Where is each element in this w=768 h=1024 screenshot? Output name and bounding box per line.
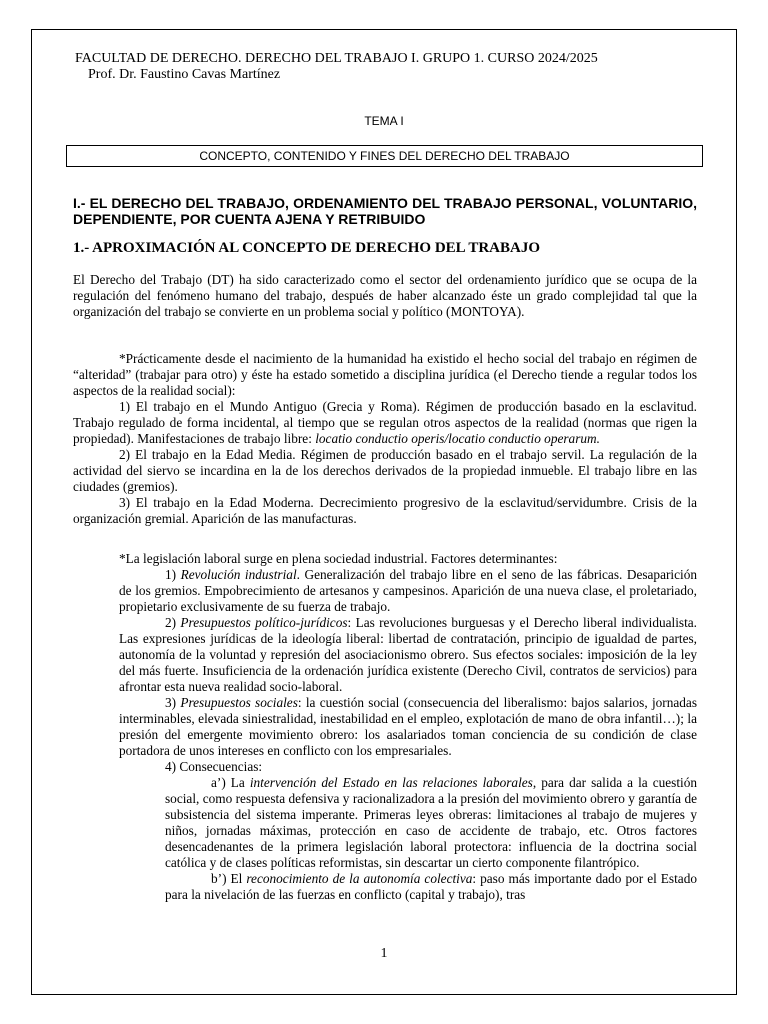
factors-block bbox=[73, 567, 697, 775]
intro-text: El Derecho del Trabajo (DT) ha sido caracterizado como el sector del ordenamiento jurídico que se ocupa de la regulación del fenómeno humano del trabajo, después de haber alcanzado éste un grado complejidad tal que la organización del trabajo se convierte en un problema social y político (MONTOYA). bbox=[73, 272, 697, 319]
consequences-block bbox=[73, 775, 697, 903]
legislation-lead: *La legislación laboral surge en plena sociedad industrial. Factores determinantes: bbox=[119, 551, 558, 566]
subsection-title: 1.- APROXIMACIÓN AL CONCEPTO DE DERECHO DEL TRABAJO bbox=[73, 240, 541, 256]
factor-2: 2) Presupuestos político-jurídicos: Las revoluciones burguesas y el Derecho liberal individualista. Las expresiones jurídicas de la ideología liberal: libertad de contratación, principio de igualdad de partes, autonomía de la voluntad y represión del asociacionismo obrero. Sus efectos sociales: imposición de la ley del más fuerte. Insuficiencia de la ordenación jurídica existente (Derecho Civil, contratos de servicios) para afrontar esta nueva realidad socio-laboral. bbox=[119, 615, 698, 694]
factor-4: 4) Consecuencias: bbox=[165, 759, 263, 774]
factor-1-title: Revolución industrial bbox=[180, 567, 297, 582]
section-title: I.- EL DERECHO DEL TRABAJO, ORDENAMIENTO DEL TRABAJO PERSONAL, VOLUNTARIO, DEPENDIENTE, POR CUENTA AJENA Y RETRIBUIDO bbox=[73, 195, 697, 227]
topic-title-box bbox=[66, 145, 703, 167]
history-item-2: 2) El trabajo en la Edad Media. Régimen de producción basado en el trabajo servil. La regulación de la actividad del siervo se incardina en la de los derechos derivados de la propiedad inmueble. El trabajo libre en las ciudades (gremios). bbox=[73, 447, 697, 494]
history-lead: *Prácticamente desde el nacimiento de la humanidad ha existido el hecho social del trabajo en régimen de “alteridad” (trabajar para otro) y éste ha estado sometido a disciplina jurídica (el Derecho tiende a regular todos los aspectos de la realidad social): bbox=[73, 351, 697, 398]
factor-2-title: Presupuestos político-jurídicos bbox=[180, 615, 348, 630]
page-number: 1 bbox=[380, 946, 388, 961]
topic-title: CONCEPTO, CONTENIDO Y FINES DEL DERECHO DEL TRABAJO bbox=[199, 149, 570, 163]
history-item-1-latin: locatio conductio operis/locatio conductio operarum. bbox=[315, 431, 600, 446]
intro-paragraph bbox=[73, 272, 697, 320]
consequence-b-title: reconocimiento de la autonomía colectiva bbox=[246, 871, 473, 886]
factor-3-title: Presupuestos sociales bbox=[180, 695, 298, 710]
history-item-3: 3) El trabajo en la Edad Moderna. Decrecimiento progresivo de la esclavitud/servidumbre. Crisis de la organización gremial. Aparición de las manufacturas. bbox=[73, 495, 697, 526]
factor-3: 3) Presupuestos sociales: la cuestión social (consecuencia del liberalismo: bajos salarios, jornadas interminables, elevada siniestralidad, inestabilidad en el empleo, explotación de mano de obra infantil…); la presión del emergente movimiento obrero: los asalariados toman conciencia de su condición de clase portadora de unos intereses en conflicto con los empresariales. bbox=[119, 695, 697, 758]
document-header-author: Prof. Dr. Faustino Cavas Martínez bbox=[88, 67, 281, 82]
factor-1: 1) Revolución industrial. Generalización del trabajo libre en el seno de las fábricas. Desaparición de los gremios. Empobrecimiento de artesanos y campesinos. Aparición de una nueva clase, el proletariado, propietario exclusivamente de su fuerza de trabajo. bbox=[119, 567, 697, 614]
legislation-section bbox=[73, 551, 697, 903]
consequence-a: a’) La intervención del Estado en las relaciones laborales, para dar salida a la cuestión social, como respuesta defensiva y racionalizadora a la presión del movimiento obrero y garantía de subsistencia del sistema imperante. Primeras leyes obreras: limitaciones al trabajo de mujeres y niños, jornadas máximas, protección en caso de accidente de trabajo, etc. Otros factores desencadenantes de la primera legislación laboral protectora: influencia de la doctrina social católica y de clases políticas reformistas, sin descartar un cierto componente filantrópico. bbox=[165, 775, 698, 870]
document-header-line1: FACULTAD DE DERECHO. DERECHO DEL TRABAJO I. GRUPO 1. CURSO 2024/2025 bbox=[75, 51, 598, 66]
consequence-a-title: intervención del Estado en las relaciones laborales bbox=[249, 775, 533, 790]
topic-label: TEMA I bbox=[364, 114, 404, 128]
history-item-1: 1) El trabajo en el Mundo Antiguo (Grecia y Roma). Régimen de producción basado en la esclavitud. Trabajo regulado de forma incidental, al tiempo que se regulan otros aspectos de la realidad (normas que rigen la propiedad). Manifestaciones de trabajo libre: locatio conductio operis/locatio conductio operarum. bbox=[73, 399, 697, 446]
consequence-b: b’) El reconocimiento de la autonomía colectiva: paso más importante dado por el Estado para la nivelación de las fuerzas en conflicto (capital y trabajo), tras bbox=[165, 871, 697, 902]
history-section bbox=[73, 351, 697, 527]
